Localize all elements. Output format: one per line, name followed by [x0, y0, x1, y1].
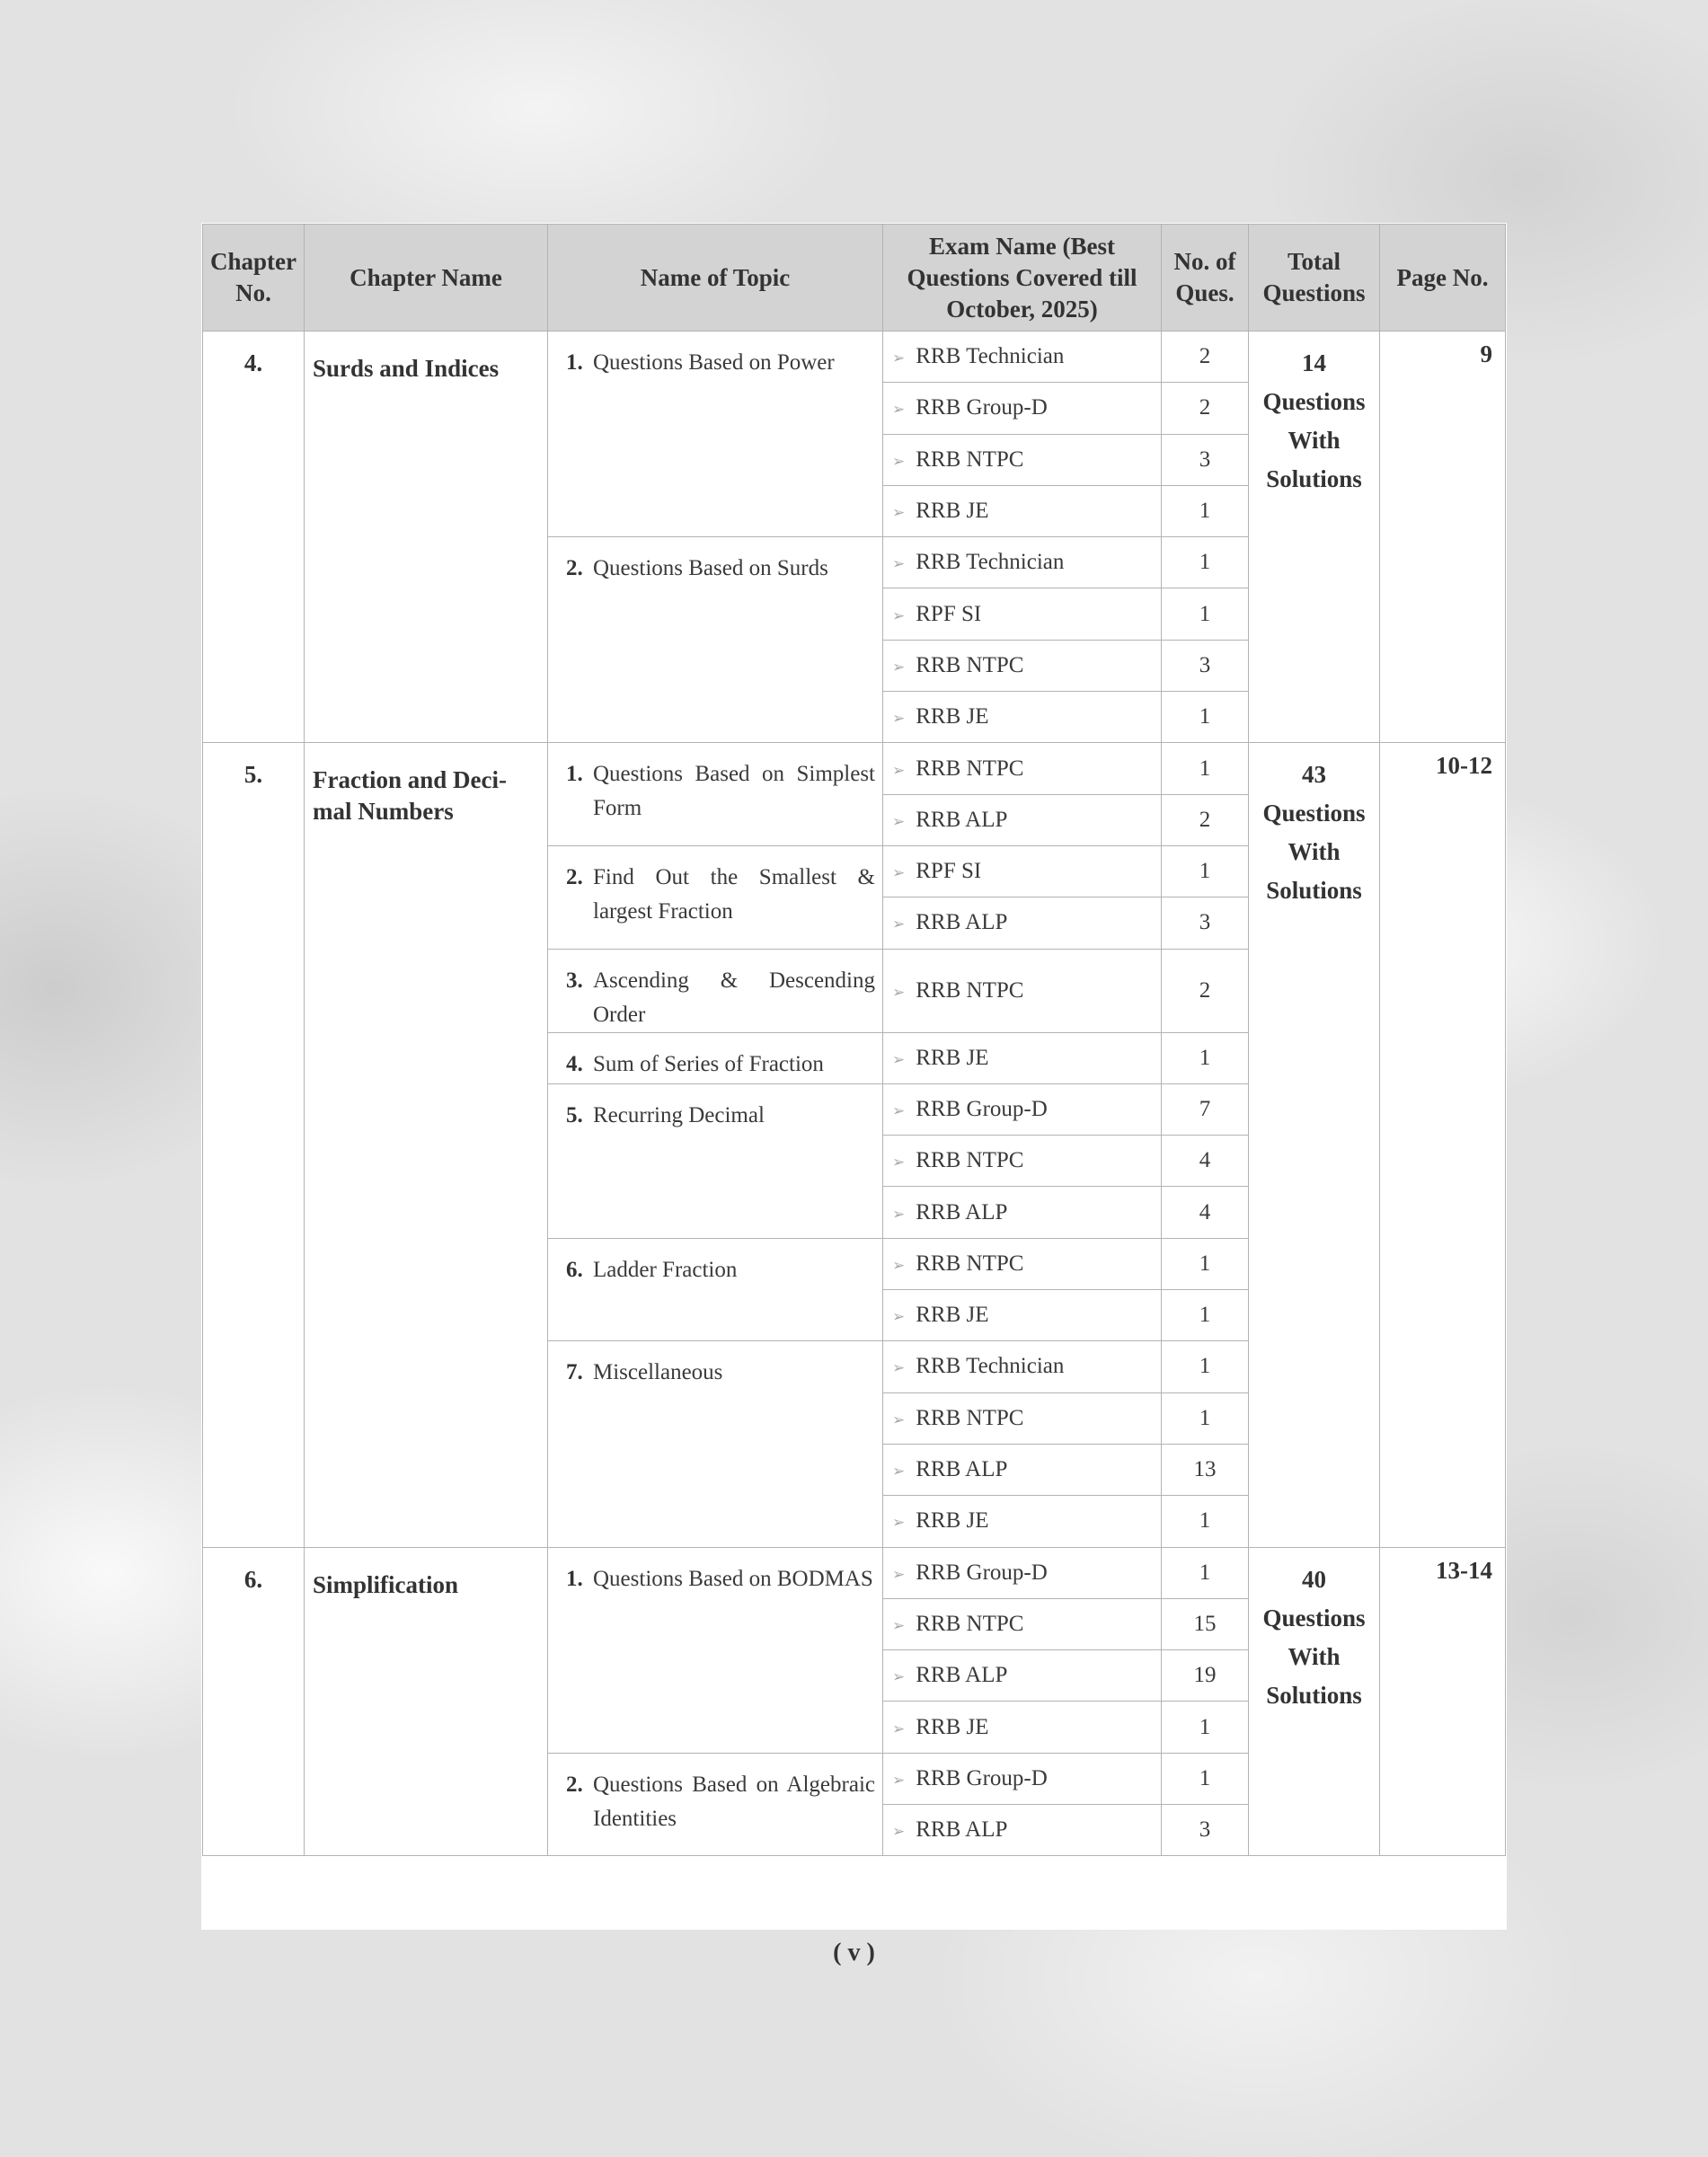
question-count: 2 [1162, 332, 1249, 383]
exam-name: RRB JE [916, 1303, 989, 1328]
exam-name-cell [883, 1650, 1162, 1702]
exam-name: RRB Group-D [916, 1765, 1048, 1790]
exam-name: RRB Technician [916, 344, 1065, 369]
exam-name-cell [883, 1702, 1162, 1753]
exam-name-cell [883, 1238, 1162, 1289]
arrowhead-icon: ➢ [892, 1154, 906, 1171]
exam-name-cell [883, 897, 1162, 949]
arrowhead-icon: ➢ [892, 1565, 906, 1583]
question-count: 3 [1162, 897, 1249, 949]
arrowhead-icon: ➢ [892, 1616, 906, 1634]
topic-cell [548, 1547, 883, 1753]
topic-number: 1. [566, 1566, 583, 1591]
header-no-of-ques: No. of Ques. [1162, 225, 1249, 332]
arrowhead-icon: ➢ [892, 1463, 906, 1481]
exam-name: RRB Group-D [916, 395, 1048, 420]
arrowhead-icon: ➢ [892, 658, 906, 676]
arrowhead-icon: ➢ [892, 1359, 906, 1377]
total-questions-line: 43 [1302, 761, 1326, 789]
total-questions-line: 14 [1302, 349, 1326, 376]
topic-number: 1. [566, 762, 583, 787]
header-chapter-no: Chapter No. [203, 225, 305, 332]
page-no: 10-12 [1380, 743, 1506, 1547]
exam-name: RRB ALP [916, 1817, 1008, 1843]
header-exam-name: Exam Name (Best Questions Covered till October, 2025) [883, 225, 1162, 332]
topic-cell [548, 845, 883, 949]
arrowhead-icon: ➢ [892, 812, 906, 830]
exam-name: RRB NTPC [916, 1251, 1024, 1276]
topic-label: Questions Based on BODMAS [593, 1566, 873, 1591]
question-count: 4 [1162, 1136, 1249, 1187]
exam-name-cell [883, 1805, 1162, 1856]
arrowhead-icon: ➢ [892, 915, 906, 933]
exam-name-cell [883, 692, 1162, 743]
exam-name-cell [883, 485, 1162, 536]
chapter-name-line: mal Numbers [313, 798, 454, 826]
topic-number: 7. [566, 1360, 583, 1385]
total-questions-line: Questions [1262, 800, 1366, 827]
topic-number: 2. [566, 864, 583, 889]
total-questions-line: Solutions [1266, 877, 1362, 905]
exam-name: RRB JE [916, 1508, 989, 1534]
topic-cell [548, 537, 883, 743]
exam-name-cell [883, 794, 1162, 845]
topic-label: Questions Based on Simplest Form [593, 762, 875, 821]
exam-name: RRB JE [916, 1714, 989, 1739]
exam-name: RRB ALP [916, 1199, 1008, 1224]
header-page-no: Page No. [1380, 225, 1506, 332]
topic-number: 2. [566, 1772, 583, 1797]
topic-cell [548, 1083, 883, 1238]
question-count: 1 [1162, 1238, 1249, 1289]
topic-label: Recurring Decimal [593, 1102, 765, 1127]
question-count: 2 [1162, 383, 1249, 434]
arrowhead-icon: ➢ [892, 1823, 906, 1841]
exam-name-cell [883, 1083, 1162, 1135]
exam-name-cell [883, 1444, 1162, 1495]
topic-label: Miscellaneous [593, 1360, 723, 1385]
arrowhead-icon: ➢ [892, 761, 906, 779]
arrowhead-icon: ➢ [892, 504, 906, 522]
chapter-name-line: Fraction and Deci- [313, 766, 507, 794]
topic-cell [548, 949, 883, 1032]
exam-name: RRB NTPC [916, 977, 1024, 1003]
table-row [203, 1547, 1506, 1598]
arrowhead-icon: ➢ [892, 452, 906, 470]
exam-name: RRB NTPC [916, 1405, 1024, 1430]
arrowhead-icon: ➢ [892, 1050, 906, 1068]
question-count: 1 [1162, 485, 1249, 536]
topic-number: 4. [566, 1051, 583, 1076]
exam-name: RRB JE [916, 499, 989, 524]
header-chapter-name: Chapter Name [305, 225, 548, 332]
table-body [203, 332, 1506, 1856]
question-count: 1 [1162, 692, 1249, 743]
exam-name-cell [883, 949, 1162, 1032]
arrowhead-icon: ➢ [892, 1514, 906, 1532]
arrowhead-icon: ➢ [892, 555, 906, 573]
arrowhead-icon: ➢ [892, 1668, 906, 1686]
topic-label: Ladder Fraction [593, 1257, 738, 1282]
exam-name: RRB ALP [916, 807, 1008, 832]
question-count: 1 [1162, 845, 1249, 897]
exam-name: RRB JE [916, 1045, 989, 1070]
exam-name-cell [883, 1290, 1162, 1341]
topic-label: Ascending & Descending Order [593, 968, 875, 1027]
total-questions-line: With [1288, 427, 1341, 454]
chapter-name [305, 743, 548, 1547]
exam-name-cell [883, 537, 1162, 588]
topic-cell [548, 743, 883, 846]
exam-name-cell [883, 1136, 1162, 1187]
question-count: 1 [1162, 1702, 1249, 1753]
total-questions-line: Questions [1262, 388, 1366, 415]
exam-name: RRB ALP [916, 1457, 1008, 1482]
topic-label: Questions Based on Power [593, 350, 835, 375]
question-count: 1 [1162, 743, 1249, 794]
total-questions-line: Solutions [1266, 465, 1362, 492]
exam-name: RRB JE [916, 704, 989, 729]
topic-number: 2. [566, 556, 583, 581]
exam-name-cell [883, 1753, 1162, 1804]
exam-name: RRB Group-D [916, 1560, 1048, 1585]
exam-name: RRB NTPC [916, 652, 1024, 677]
question-count: 1 [1162, 1032, 1249, 1083]
exam-name-cell [883, 845, 1162, 897]
arrowhead-icon: ➢ [892, 606, 906, 624]
topic-cell [548, 332, 883, 537]
question-count: 1 [1162, 1496, 1249, 1547]
exam-name: RPF SI [916, 859, 982, 884]
exam-name-cell [883, 1547, 1162, 1598]
table-header-row [203, 225, 1506, 332]
topic-cell [548, 1341, 883, 1547]
total-questions [1249, 332, 1380, 743]
arrowhead-icon: ➢ [892, 1308, 906, 1326]
total-questions-line: Questions [1262, 1604, 1366, 1631]
exam-name-cell [883, 1341, 1162, 1392]
arrowhead-icon: ➢ [892, 1102, 906, 1119]
exam-name-cell [883, 743, 1162, 794]
arrowhead-icon: ➢ [892, 710, 906, 728]
total-questions-line: With [1288, 1642, 1341, 1670]
question-count: 15 [1162, 1598, 1249, 1649]
header-topic: Name of Topic [548, 225, 883, 332]
exam-name-cell [883, 1392, 1162, 1444]
question-count: 1 [1162, 1547, 1249, 1598]
question-count: 1 [1162, 1753, 1249, 1804]
exam-name-cell [883, 1032, 1162, 1083]
page-number: ( v ) [833, 1939, 875, 1967]
arrowhead-icon: ➢ [892, 401, 906, 419]
header-total-questions: Total Questions [1249, 225, 1380, 332]
question-count: 4 [1162, 1187, 1249, 1238]
chapter-name: Surds and Indices [305, 332, 548, 743]
topic-number: 1. [566, 350, 583, 375]
exam-name-cell [883, 1187, 1162, 1238]
question-count: 3 [1162, 1805, 1249, 1856]
question-count: 1 [1162, 537, 1249, 588]
total-questions-line: Solutions [1266, 1681, 1362, 1709]
arrowhead-icon: ➢ [892, 1205, 906, 1223]
exam-name: RRB Group-D [916, 1097, 1048, 1121]
exam-name: RRB NTPC [916, 1148, 1024, 1173]
topic-cell [548, 1753, 883, 1856]
exam-name: RRB ALP [916, 910, 1008, 935]
arrowhead-icon: ➢ [892, 983, 906, 1001]
page-no: 13-14 [1380, 1547, 1506, 1856]
exam-name-cell [883, 434, 1162, 485]
topic-label: Questions Based on Surds [593, 556, 828, 581]
topic-cell [548, 1032, 883, 1083]
exam-name-cell [883, 1598, 1162, 1649]
exam-name: RRB Technician [916, 1354, 1065, 1379]
exam-name: RRB Technician [916, 550, 1065, 575]
question-count: 13 [1162, 1444, 1249, 1495]
table-row [203, 743, 1506, 794]
exam-name: RRB ALP [916, 1663, 1008, 1688]
arrowhead-icon: ➢ [892, 1256, 906, 1274]
question-count: 3 [1162, 434, 1249, 485]
exam-name-cell [883, 1496, 1162, 1547]
arrowhead-icon: ➢ [892, 349, 906, 367]
exam-name-cell [883, 588, 1162, 640]
chapter-number: 6. [203, 1547, 305, 1856]
total-questions [1249, 743, 1380, 1547]
chapter-number: 5. [203, 743, 305, 1547]
topic-label: Find Out the Smallest & largest Fraction [593, 864, 875, 924]
table-row [203, 332, 1506, 383]
page-no: 9 [1380, 332, 1506, 743]
topic-label: Sum of Series of Fraction [593, 1051, 824, 1076]
exam-name-cell [883, 383, 1162, 434]
question-count: 1 [1162, 1290, 1249, 1341]
question-count: 1 [1162, 1392, 1249, 1444]
question-count: 3 [1162, 640, 1249, 691]
total-questions [1249, 1547, 1380, 1856]
exam-name: RPF SI [916, 601, 982, 626]
topic-number: 5. [566, 1102, 583, 1127]
arrowhead-icon: ➢ [892, 1719, 906, 1737]
arrowhead-icon: ➢ [892, 1771, 906, 1789]
arrowhead-icon: ➢ [892, 1410, 906, 1428]
arrowhead-icon: ➢ [892, 864, 906, 882]
contents-table [202, 224, 1506, 1856]
topic-number: 6. [566, 1257, 583, 1282]
exam-name-cell [883, 332, 1162, 383]
question-count: 1 [1162, 588, 1249, 640]
topic-label: Questions Based on Algebraic Identities [593, 1772, 875, 1831]
exam-name: RRB NTPC [916, 756, 1024, 781]
question-count: 7 [1162, 1083, 1249, 1135]
exam-name: RRB NTPC [916, 446, 1024, 472]
exam-name: RRB NTPC [916, 1611, 1024, 1636]
total-questions-line: With [1288, 838, 1341, 866]
exam-name-cell [883, 640, 1162, 691]
question-count: 19 [1162, 1650, 1249, 1702]
topic-cell [548, 1238, 883, 1341]
total-questions-line: 40 [1302, 1565, 1326, 1593]
question-count: 2 [1162, 794, 1249, 845]
question-count: 1 [1162, 1341, 1249, 1392]
chapter-name: Simplification [305, 1547, 548, 1856]
question-count: 2 [1162, 949, 1249, 1032]
chapter-number: 4. [203, 332, 305, 743]
topic-number: 3. [566, 968, 583, 993]
